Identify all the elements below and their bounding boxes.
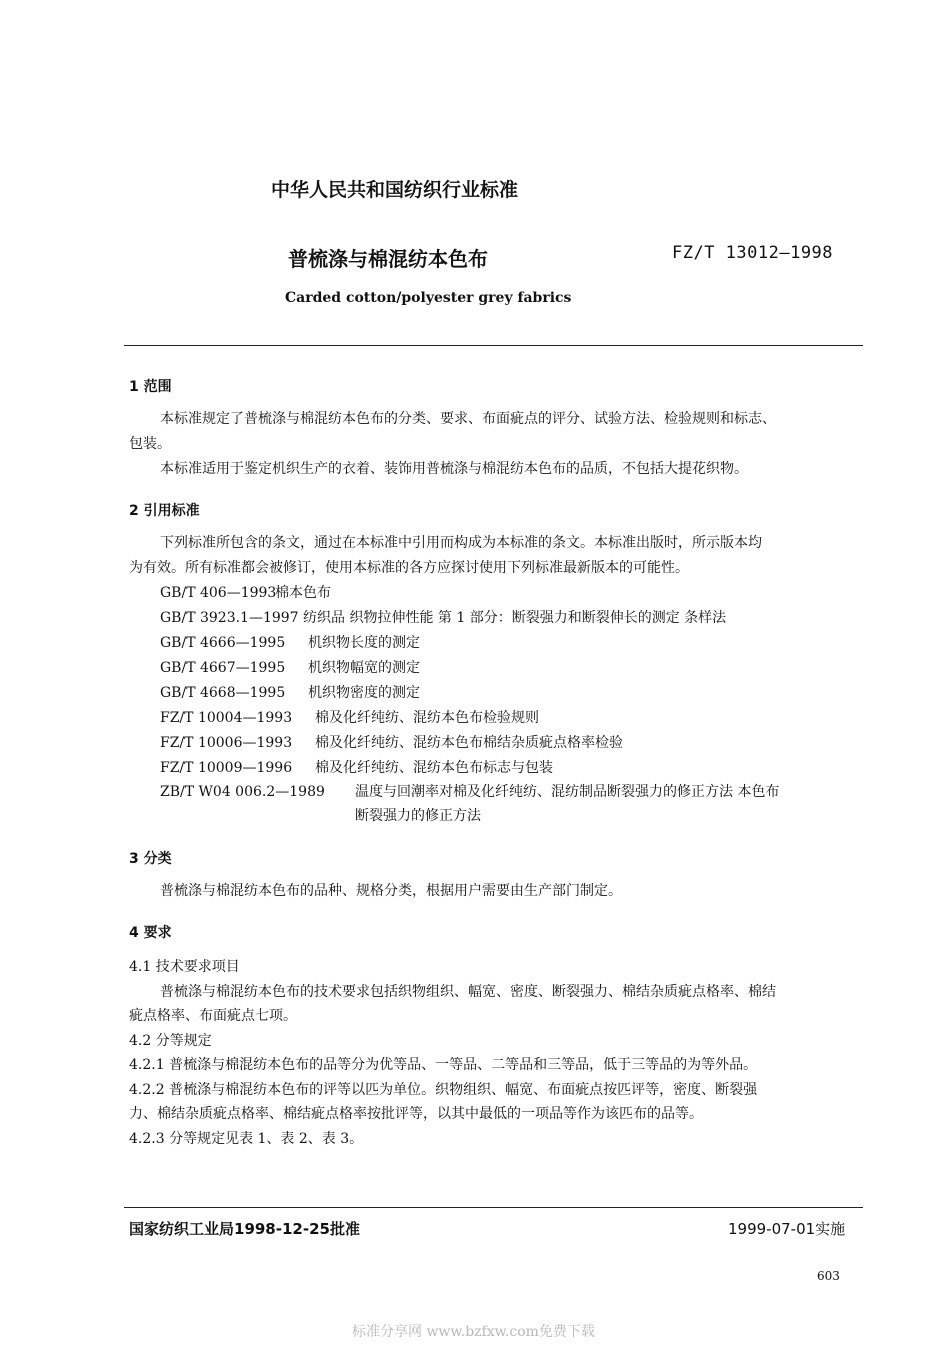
reference-title: 温度与回潮率对棉及化纤纯纺、混纺制品断裂强力的修正方法 本色布 bbox=[355, 784, 780, 800]
page-number: 603 bbox=[817, 1269, 840, 1283]
reference-item bbox=[160, 583, 331, 603]
section-4-2-2-line-1: 4.2.2 普梳涤与棉混纺本色布的评等以匹为单位。织物组织、幅宽、布面疵点按匹评等，密度、断裂强 bbox=[129, 1082, 758, 1098]
standard-number: FZ/T 13012—1998 bbox=[672, 243, 834, 263]
reference-item bbox=[160, 782, 779, 802]
section-1-paragraph-2: 本标准适用于鉴定机织生产的衣着、装饰用普梳涤与棉混纺本色布的品质，不包括大提花织物。 bbox=[160, 461, 748, 477]
section-4-1-paragraph-line-2: 疵点格率、布面疵点七项。 bbox=[129, 1008, 297, 1024]
reference-item bbox=[160, 733, 623, 753]
section-3-heading: 3 分类 bbox=[129, 851, 172, 867]
reference-item bbox=[160, 658, 420, 678]
section-2-paragraph-line-1: 下列标准所包含的条文，通过在本标准中引用而构成为本标准的条文。本标准出版时，所示版本均 bbox=[160, 535, 762, 551]
reference-item bbox=[160, 683, 420, 703]
section-4-2-heading: 4.2 分等规定 bbox=[129, 1033, 212, 1049]
section-3-paragraph: 普梳涤与棉混纺本色布的品种、规格分类，根据用户需要由生产部门制定。 bbox=[160, 883, 622, 899]
reference-code: ZB/T W04 006.2—1989 bbox=[160, 784, 325, 800]
reference-code: GB/T 4666—1995 bbox=[160, 635, 286, 651]
effective-date: 1999-07-01实施 bbox=[728, 1220, 846, 1238]
section-4-2-1: 4.2.1 普梳涤与棉混纺本色布的品等分为优等品、一等品、二等品和三等品，低于三等品的为等外品。 bbox=[129, 1057, 758, 1073]
section-4-2-3: 4.2.3 分等规定见表 1、表 2、表 3。 bbox=[129, 1131, 364, 1147]
reference-code: GB/T 4668—1995 bbox=[160, 685, 286, 701]
reference-code: GB/T 4667—1995 bbox=[160, 660, 286, 676]
watermark: 标准分享网 www.bzfxw.com免费下载 bbox=[352, 1324, 595, 1340]
reference-code: FZ/T 10006—1993 bbox=[160, 735, 293, 751]
reference-item bbox=[160, 708, 539, 728]
reference-title: 棉及化纤纯纺、混纺本色布检验规则 bbox=[315, 710, 539, 726]
reference-title: 机织物幅宽的测定 bbox=[308, 660, 420, 676]
reference-code: GB/T 406—1993 bbox=[160, 585, 277, 601]
section-4-2-2-line-2: 力、棉结杂质疵点格率、棉结疵点格率按批评等，以其中最低的一项品等作为该匹布的品等。 bbox=[129, 1106, 703, 1122]
reference-item bbox=[160, 633, 420, 653]
section-4-heading: 4 要求 bbox=[129, 925, 172, 941]
reference-title: 棉及化纤纯纺、混纺本色布标志与包装 bbox=[315, 760, 553, 776]
reference-code: FZ/T 10009—1996 bbox=[160, 760, 293, 776]
issuing-organization: 中华人民共和国纺织行业标准 bbox=[271, 179, 519, 201]
reference-title-continuation: 断裂强力的修正方法 bbox=[355, 808, 481, 824]
reference-title: 棉本色布 bbox=[275, 585, 331, 601]
document-title-cn: 普梳涤与棉混纺本色布 bbox=[288, 247, 488, 271]
section-4-1-paragraph-line-1: 普梳涤与棉混纺本色布的技术要求包括织物组织、幅宽、密度、断裂强力、棉结杂质疵点格率、棉结 bbox=[160, 984, 776, 1000]
footer-divider bbox=[124, 1207, 863, 1208]
section-1-paragraph-1-line-2: 包装。 bbox=[129, 436, 171, 452]
section-1-heading: 1 范围 bbox=[129, 379, 172, 395]
reference-item bbox=[160, 758, 553, 778]
section-2-heading: 2 引用标准 bbox=[129, 503, 200, 519]
reference-title: 纺织品 织物拉伸性能 第 1 部分：断裂强力和断裂伸长的测定 条样法 bbox=[303, 610, 727, 626]
reference-code: FZ/T 10004—1993 bbox=[160, 710, 293, 726]
reference-item bbox=[160, 608, 726, 628]
section-2-paragraph-line-2: 为有效。所有标准都会被修订，使用本标准的各方应探讨使用下列标准最新版本的可能性。 bbox=[129, 560, 689, 576]
approval-line: 国家纺织工业局1998-12-25批准 bbox=[129, 1220, 360, 1238]
header-divider bbox=[124, 345, 863, 346]
section-4-1-heading: 4.1 技术要求项目 bbox=[129, 959, 240, 975]
reference-title: 机织物密度的测定 bbox=[308, 685, 420, 701]
document-title-en: Carded cotton/polyester grey fabrics bbox=[285, 290, 572, 306]
reference-title: 棉及化纤纯纺、混纺本色布棉结杂质疵点格率检验 bbox=[315, 735, 623, 751]
reference-code: GB/T 3923.1—1997 bbox=[160, 610, 299, 626]
section-1-paragraph-1-line-1: 本标准规定了普梳涤与棉混纺本色布的分类、要求、布面疵点的评分、试验方法、检验规则和标志、 bbox=[160, 411, 776, 427]
reference-title: 机织物长度的测定 bbox=[308, 635, 420, 651]
